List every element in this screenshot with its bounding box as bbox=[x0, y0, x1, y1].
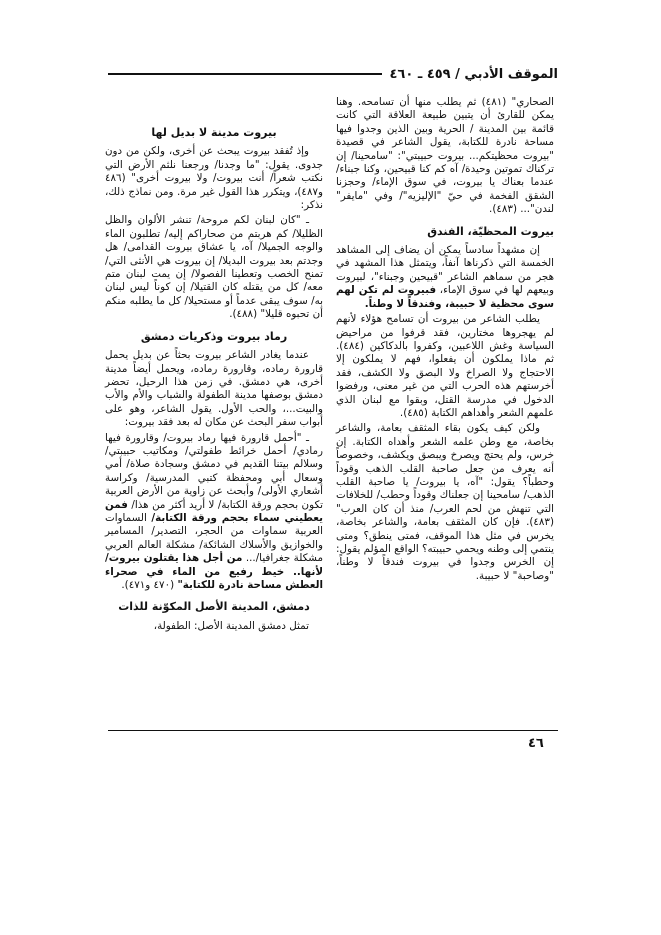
journal-title: الموقف الأدبي / ٤٥٩ ـ ٤٦٠ bbox=[389, 66, 558, 82]
paragraph bbox=[105, 432, 323, 593]
page-number: ٤٦ bbox=[528, 736, 544, 751]
paragraph: يطلب الشاعر من بيروت أن تسامح هؤلاء لأنهم لم يهجروها مختارين، فقد قرفوا من مراحيض السياسة وغش اللاعبين، وكفروا بالدكاكين (٤٨٤). ثم ماذا يملكون أن يفعلوا، فهم لا يملكون إلا الاحتجاج ولا الصراخ ولا البصق ولا الكشف، فقد أخرستهم هذه الحرب التي من غير معنى، ورفضوا الدخول في مدرسة القتل، وبقوا مع لبنان الذي علمهم الشعر وأهداهم الكتابة (٤٨٥). bbox=[336, 313, 554, 419]
header-rule bbox=[108, 73, 382, 75]
right-column bbox=[336, 96, 554, 585]
running-header bbox=[108, 64, 558, 84]
paragraph: وإذ تُفقد بيروت يبحث عن أخرى، ولكن من دون جدوى. يقول: "ما وجدنا/ ورجعنا نلثم الأرض التي نكتب شعراً/ أنت بيروت/ ولا بيروت أخرى" (٤٨٦ و٤٨٧)، ويتكرر هذا القول غير مرة. ومن نماذج ذلك، نذكر: bbox=[105, 145, 323, 212]
paragraph: الصحاري" (٤٨١) ثم يطلب منها أن تسامحه. وهنا يمكن للقارئ أن يتبين طبيعة العلاقة التي كانت قائمة بين المدينة / الحرية وبين الذين وجدوا فيها مساحة نادرة للكتابة، يقول الشاعر في قصيدة "بيروت محظيتكم... بيروت حبيبتي": "سامحينا/ إن تركناك تموتين وحيدة/ آه كم كنا قبيحين، وكنا جبناء/ عندما بعناك يا بيروت، في سوق الإماء/ وحجزنا الشقق الفخمة في حيّ "الإليزيه"/ وفي "مايفر" لندن"... (٤٨٣). bbox=[336, 96, 554, 216]
left-column bbox=[105, 118, 323, 635]
paragraph-text: ـ "أحمل قارورة فيها رماد بيروت/ وقارورة فيها رمادي/ أحمل خرائط طفولتي/ ومكاتيب حبيبتي/ وسلالم بيتنا القديم في دمشق وسجادة صلاة/ أمي وسعال أبي ومحفظة كتبي المدرسية/ وكراسة أشعاري الأولى/ وأبحث عن زاوية من الأرض العربية تكون بحجم ورقة الكتابة/ لا أريد أكثر من هذا/ bbox=[105, 431, 323, 511]
footer-rule bbox=[108, 730, 558, 731]
paragraph-text: إن مشهداً سادساً يمكن أن يضاف إلى المشاهد الخمسة التي ذكرناها آنفاً، ويتمثل هذا المشهد في هجر من سماهم الشاعر "قبيحين وجبناء"، لبيروت وبيعهم لها في سوق الإماء، bbox=[336, 244, 554, 297]
paragraph-text: السماوات العربية سماوات من الحجر، التصدير/ المسامير والخوازيق والأسلاك الشائكة/ مشكلة العالم العربي مشكلة جغرافيا/... bbox=[105, 511, 324, 565]
paragraph: عندما يغادر الشاعر بيروت بحثاً عن بديل يحمل قارورة رماده، وقارورة رماده، ويحمل أيضاً مدينة أخرى، هي دمشق. في زمن هذا الرحيل، تحضر دمشق بوصفها مدينة الطفولة والشباب والأم والأب والبيت...، والحب الأول. يقول الشاعر، وهو على أبواب سفر البحث عن مكان له بعد فقد بيروت: bbox=[105, 349, 323, 429]
emphasis-text: فبيروت لم تكن لهم سوى محظية لا حبيبة، وفندقاً لا وطناً. bbox=[336, 284, 554, 310]
emphasis-text: من أجل هذا يقتلون بيروت/ لأنها.. خيط رفيع من الماء في صحراء العطش مساحة نادرة للكتابة" bbox=[105, 552, 323, 591]
section-heading: بيروت مدينة لا بديل لها bbox=[151, 126, 277, 139]
paragraph: تمثل دمشق المدينة الأصل: الطفولة، bbox=[153, 619, 309, 632]
citation: (٤٧٠ و٤٧١). bbox=[121, 579, 175, 591]
emphasis-text: فمن يعطيني سماء بحجم ورقة الكتابة/ bbox=[105, 498, 323, 524]
section-heading: دمشق، المدينة الأصل المكوّنة للذات bbox=[118, 600, 310, 614]
paragraph: ـ "كان لبنان لكم مروحة/ تنشر الألوان والظل الظليلا/ كم هربتم من صحاراكم إليه/ تطلبون الماء والوجه الجميلا/ آه، يا عشاق بيروت القدامى/ هل وجدتم بعد بيروت البديلا/ إن بيروت هي الأنثى التي/ تمنح الخصب وتعطينا الفصولا/ إن يمت لبنان متم معه/ كل من يقتله كان القتيلا/ إن كوناً ليس لبنان به/ سوف يبقى عدماً أو مستحيلا/ كل ما يطلبه منكم أن تحبوه قليلا" (٤٨٨). bbox=[105, 214, 323, 321]
section-heading: رماد بيروت وذكريات دمشق bbox=[140, 329, 288, 343]
paragraph: ولكن كيف يكون بقاء المثقف بعامة، والشاعر بخاصة، مع وطن علمه الشعر وأهداه الكتابة. إن خرس، ولم يحتج ويصرخ ويبصق ويكشف، وخصوصاً أنه يعرف من جعل صاحبة القلب الذهب وقوداً وحطباً؟ يقول: "آه، يا بيروت/ يا صاحبة القلب الذهب/ سامحينا إن جعلناك وقوداً وحطب/ للخلافات التي تنهش من لحم العرب/ منذ أن كان العرب" (٤٨٣). فإن كان المثقف بعامة، والشاعر بخاصة، يخرس في مثل هذا الموقف، فمتى ينطق؟ ومتى ينتمي إلى وطنه ويحمي حبيبته؟ الواقع المؤلم يقول: إن الخرس وجدوا في بيروت فندقاً لا وطناً، "وصاحبة" لا حبيبة. bbox=[336, 422, 554, 582]
section-heading: بيروت المحظيّة، الفندق bbox=[427, 224, 554, 238]
paragraph bbox=[336, 244, 554, 311]
